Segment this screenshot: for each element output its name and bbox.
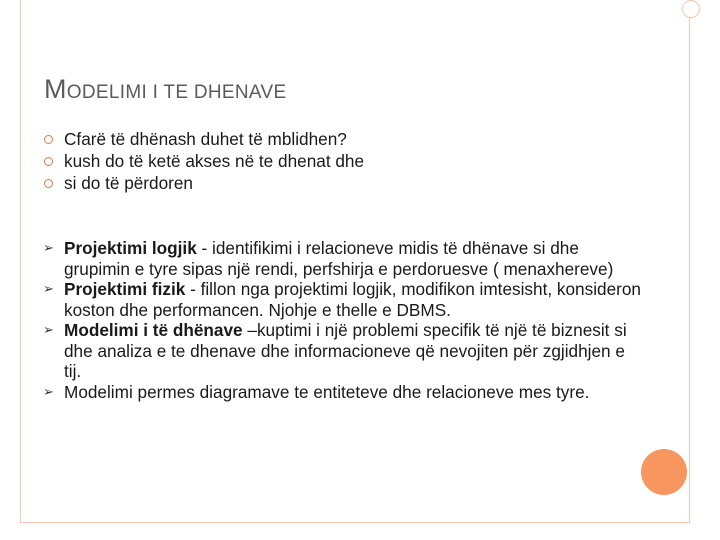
list-item — [44, 320, 644, 382]
circle-bullet-icon — [44, 179, 53, 188]
list-item — [44, 151, 604, 173]
list-item-text: si do të përdoren — [64, 173, 193, 193]
orange-circle-decoration — [641, 449, 687, 495]
arrow-bullet-icon: ➢ — [43, 240, 54, 255]
arrow-bullet-icon: ➢ — [43, 322, 54, 337]
term-description: –kuptimi i një problemi specifik të një të biznesit si dhe analiza e te dhenave dhe informacioneve që nevojiten për zgjidhjen e tij. — [64, 320, 627, 381]
circle-bullet-icon — [44, 135, 53, 144]
arrow-bullet-icon: ➢ — [43, 383, 54, 399]
list-item — [44, 129, 604, 151]
term-bold: Projektimi fizik — [64, 279, 186, 299]
arrow-bullet-icon: ➢ — [43, 281, 54, 296]
list-item-text: Cfarë të dhënash duhet të mblidhen? — [64, 129, 347, 149]
top-circle-decoration — [682, 0, 700, 18]
question-list — [44, 129, 604, 195]
circle-bullet-icon — [44, 157, 53, 166]
title-first-letter: M — [44, 74, 67, 104]
term-description: - fillon nga projektimi logjik, modifikon imtesisht, konsideron koston dhe performancen. Njohje e thelle e DBMS. — [64, 279, 641, 320]
term-description: - identifikimi i relacioneve midis të dhënave si dhe grupimin e tyre sipas një rendi, perfshirja e perdoruesve ( menaxhereve) — [64, 238, 614, 279]
term-bold: Projektimi logjik — [64, 238, 197, 258]
list-item — [44, 279, 644, 320]
list-item — [44, 238, 644, 279]
term-description: Modelimi permes diagramave te entiteteve dhe relacioneve mes tyre. — [64, 381, 590, 402]
definition-list — [44, 238, 644, 402]
list-item-text: kush do të ketë akses në te dhenat dhe — [64, 151, 365, 171]
title-rest: ODELIMI I TE DHENAVE — [66, 82, 287, 103]
list-item — [44, 382, 644, 403]
term-bold: Modelimi i të dhënave — [64, 320, 243, 340]
list-item — [44, 173, 604, 195]
slide-title — [44, 74, 286, 105]
